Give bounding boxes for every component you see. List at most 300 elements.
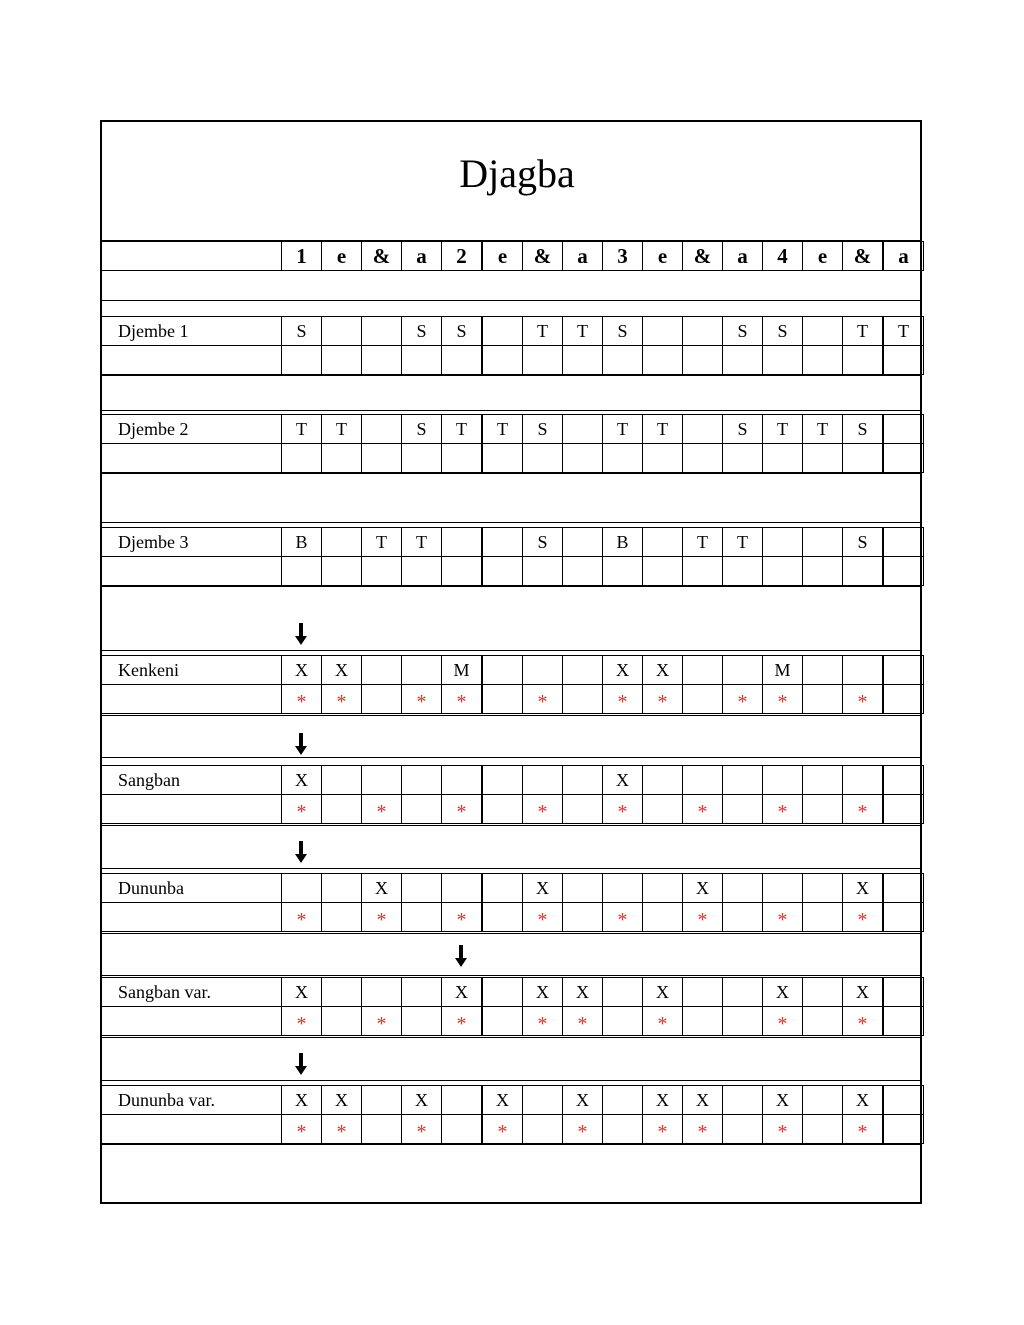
hit-cell: X [562, 1085, 603, 1115]
hit-cell [361, 414, 402, 444]
accent-cell: * [682, 1114, 723, 1144]
hit-cell: X [441, 977, 482, 1007]
hit-cell [602, 873, 643, 903]
accent-cell [441, 556, 482, 586]
accent-cell: * [281, 794, 322, 824]
hit-cell: T [842, 316, 883, 346]
hit-cell [722, 873, 763, 903]
accent-cell [321, 794, 362, 824]
accent-cell [602, 1006, 643, 1036]
hit-cell: X [281, 765, 322, 795]
instrument-label-sub [100, 794, 282, 824]
accent-cell [321, 1006, 362, 1036]
hit-cell [562, 655, 603, 685]
accent-cell [361, 443, 402, 473]
accent-cell [441, 443, 482, 473]
accent-cell: * [762, 1006, 803, 1036]
accent-cell [482, 902, 523, 932]
instrument-label-sub [100, 556, 282, 586]
accent-cell [682, 443, 723, 473]
accent-cell: * [842, 902, 883, 932]
hit-cell [482, 765, 523, 795]
accent-cell [722, 1114, 763, 1144]
hit-cell [762, 873, 803, 903]
accent-cell: * [361, 902, 402, 932]
accent-cell [401, 794, 442, 824]
hit-cell [562, 414, 603, 444]
hit-cell [401, 873, 442, 903]
accent-cell: * [682, 902, 723, 932]
row-divider [100, 975, 922, 976]
accent-cell: * [522, 902, 563, 932]
row-divider [100, 715, 922, 716]
hit-cell: S [401, 414, 442, 444]
accent-cell: * [441, 1006, 482, 1036]
accent-cell [482, 443, 523, 473]
hit-cell [482, 873, 523, 903]
row-divider [100, 375, 922, 376]
row-divider [100, 868, 922, 869]
accent-cell [321, 345, 362, 375]
accent-cell: * [762, 684, 803, 714]
accent-cell: * [842, 1114, 883, 1144]
accent-cell [722, 443, 763, 473]
hit-cell: T [321, 414, 362, 444]
accent-cell: * [441, 794, 482, 824]
hit-cell: X [642, 1085, 683, 1115]
instrument-label: Djembe 2 [100, 414, 282, 444]
hit-cell [722, 977, 763, 1007]
hit-cell: X [762, 1085, 803, 1115]
beat-label: a [562, 241, 603, 271]
accent-cell [642, 443, 683, 473]
hit-cell [321, 765, 362, 795]
hit-cell [682, 977, 723, 1007]
hit-cell [722, 765, 763, 795]
row-divider [100, 825, 922, 826]
hit-cell: X [281, 1085, 322, 1115]
accent-cell [682, 684, 723, 714]
hit-cell: T [762, 414, 803, 444]
hit-cell [802, 977, 843, 1007]
hit-cell [842, 765, 883, 795]
hit-cell: T [522, 316, 563, 346]
accent-cell: * [762, 794, 803, 824]
hit-cell: X [482, 1085, 523, 1115]
instrument-label-sub [100, 1114, 282, 1144]
hit-cell [482, 655, 523, 685]
hit-cell: T [682, 527, 723, 557]
hit-cell [321, 873, 362, 903]
hit-cell: X [682, 1085, 723, 1115]
arrow-down-icon [454, 945, 468, 967]
hit-cell [401, 977, 442, 1007]
row-divider [100, 757, 922, 758]
hit-cell: S [722, 414, 763, 444]
hit-cell [522, 1085, 563, 1115]
hit-cell: X [281, 977, 322, 1007]
accent-cell: * [602, 684, 643, 714]
hit-cell: X [321, 1085, 362, 1115]
hit-cell [762, 527, 803, 557]
accent-cell [522, 345, 563, 375]
hit-cell [321, 527, 362, 557]
accent-cell [682, 345, 723, 375]
hit-cell: X [281, 655, 322, 685]
row-divider [100, 522, 922, 523]
instrument-label: Dununba var. [100, 1085, 282, 1115]
accent-cell [883, 556, 924, 586]
accent-cell [883, 794, 924, 824]
hit-cell [722, 655, 763, 685]
accent-cell [802, 1114, 843, 1144]
hit-cell: X [602, 765, 643, 795]
accent-cell [482, 1006, 523, 1036]
hit-cell [401, 765, 442, 795]
accent-cell: * [562, 1114, 603, 1144]
hit-cell [762, 765, 803, 795]
hit-cell [883, 873, 924, 903]
accent-cell [441, 345, 482, 375]
accent-cell: * [361, 1006, 402, 1036]
hit-cell [802, 527, 843, 557]
accent-cell [722, 902, 763, 932]
accent-cell: * [441, 684, 482, 714]
accent-cell [642, 345, 683, 375]
hit-cell: T [361, 527, 402, 557]
row-divider [100, 586, 922, 587]
beat-label: & [361, 241, 402, 271]
accent-cell [401, 345, 442, 375]
hit-cell: T [281, 414, 322, 444]
hit-cell: S [762, 316, 803, 346]
accent-cell [802, 1006, 843, 1036]
accent-cell [482, 794, 523, 824]
accent-cell [802, 345, 843, 375]
accent-cell: * [321, 684, 362, 714]
accent-cell [482, 556, 523, 586]
accent-cell [802, 443, 843, 473]
hit-cell: B [602, 527, 643, 557]
hit-cell [361, 1085, 402, 1115]
accent-cell: * [401, 1114, 442, 1144]
page-title: Djagba [459, 151, 575, 196]
hit-cell [562, 873, 603, 903]
beat-label: 3 [602, 241, 643, 271]
hit-cell [802, 1085, 843, 1115]
accent-cell: * [842, 684, 883, 714]
hit-cell [802, 765, 843, 795]
accent-cell [562, 443, 603, 473]
hit-cell: X [361, 873, 402, 903]
hit-cell: T [802, 414, 843, 444]
hit-cell: S [722, 316, 763, 346]
row-divider [100, 1037, 922, 1038]
hit-cell [802, 873, 843, 903]
hit-cell: X [842, 1085, 883, 1115]
accent-cell [602, 556, 643, 586]
accent-cell [802, 556, 843, 586]
hit-cell [802, 316, 843, 346]
accent-cell: * [281, 684, 322, 714]
accent-cell [281, 345, 322, 375]
accent-cell [522, 443, 563, 473]
hit-cell: X [842, 873, 883, 903]
accent-cell: * [482, 1114, 523, 1144]
accent-cell [883, 902, 924, 932]
hit-cell [883, 655, 924, 685]
instrument-label-sub [100, 902, 282, 932]
accent-cell: * [522, 794, 563, 824]
hit-cell [642, 527, 683, 557]
hit-cell: X [321, 655, 362, 685]
hit-cell: T [722, 527, 763, 557]
hit-cell [602, 1085, 643, 1115]
accent-cell [562, 556, 603, 586]
hit-cell [682, 765, 723, 795]
accent-cell [602, 1114, 643, 1144]
accent-cell [883, 684, 924, 714]
beat-label: 2 [441, 241, 482, 271]
accent-cell [562, 902, 603, 932]
accent-cell: * [762, 1114, 803, 1144]
arrow-down-icon [294, 841, 308, 863]
hit-cell: B [281, 527, 322, 557]
hit-cell [361, 316, 402, 346]
hit-cell [883, 414, 924, 444]
accent-cell [401, 443, 442, 473]
hit-cell: T [441, 414, 482, 444]
beat-label: e [482, 241, 523, 271]
hit-cell [401, 655, 442, 685]
beat-label: & [842, 241, 883, 271]
accent-cell [762, 556, 803, 586]
instrument-label: Sangban var. [100, 977, 282, 1007]
hit-cell [482, 316, 523, 346]
accent-cell [883, 443, 924, 473]
arrow-down-icon [294, 733, 308, 755]
hit-cell: M [441, 655, 482, 685]
beat-label: 1 [281, 241, 322, 271]
row-divider [100, 933, 922, 934]
accent-cell [842, 556, 883, 586]
accent-cell [401, 1006, 442, 1036]
accent-cell: * [361, 794, 402, 824]
accent-cell [361, 684, 402, 714]
hit-cell [361, 765, 402, 795]
hit-cell [682, 655, 723, 685]
hit-cell: S [441, 316, 482, 346]
instrument-label: Djembe 3 [100, 527, 282, 557]
hit-cell: T [642, 414, 683, 444]
accent-cell: * [842, 1006, 883, 1036]
accent-cell [802, 902, 843, 932]
accent-cell [361, 1114, 402, 1144]
accent-cell [361, 556, 402, 586]
accent-cell: * [441, 902, 482, 932]
hit-cell: T [482, 414, 523, 444]
instrument-label: Kenkeni [100, 655, 282, 685]
accent-cell [722, 345, 763, 375]
row-divider [100, 410, 922, 411]
beat-label: e [802, 241, 843, 271]
hit-cell [883, 977, 924, 1007]
accent-cell: * [522, 1006, 563, 1036]
hit-cell [321, 316, 362, 346]
accent-cell: * [722, 684, 763, 714]
accent-cell [321, 902, 362, 932]
hit-cell [441, 527, 482, 557]
hit-cell: S [602, 316, 643, 346]
accent-cell [883, 345, 924, 375]
instrument-label: Djembe 1 [100, 316, 282, 346]
hit-cell [883, 1085, 924, 1115]
accent-cell [281, 556, 322, 586]
hit-cell [722, 1085, 763, 1115]
arrow-down-icon [294, 623, 308, 645]
row-divider [100, 473, 922, 474]
accent-cell [522, 556, 563, 586]
hit-cell [281, 873, 322, 903]
accent-cell [762, 345, 803, 375]
accent-cell: * [281, 902, 322, 932]
beat-label: 4 [762, 241, 803, 271]
hit-cell: X [682, 873, 723, 903]
accent-cell [682, 1006, 723, 1036]
accent-cell [602, 345, 643, 375]
hit-cell: X [602, 655, 643, 685]
accent-cell: * [562, 1006, 603, 1036]
hit-cell [842, 655, 883, 685]
accent-cell [802, 684, 843, 714]
accent-cell: * [642, 684, 683, 714]
hit-cell [562, 765, 603, 795]
accent-cell: * [522, 684, 563, 714]
beat-label: & [682, 241, 723, 271]
accent-cell [682, 556, 723, 586]
instrument-label-sub [100, 443, 282, 473]
beat-label: e [642, 241, 683, 271]
accent-cell [482, 345, 523, 375]
hit-cell [883, 527, 924, 557]
beat-label: & [522, 241, 563, 271]
row-divider [100, 300, 922, 301]
hit-cell [642, 316, 683, 346]
hit-cell [642, 765, 683, 795]
accent-cell [642, 902, 683, 932]
row-divider [100, 1144, 922, 1145]
accent-cell [281, 443, 322, 473]
accent-cell [722, 1006, 763, 1036]
hit-cell: X [642, 977, 683, 1007]
beat-label: a [401, 241, 442, 271]
hit-cell: T [883, 316, 924, 346]
accent-cell [321, 556, 362, 586]
beat-label: a [722, 241, 763, 271]
hit-cell [361, 655, 402, 685]
accent-cell [722, 556, 763, 586]
accent-cell [441, 1114, 482, 1144]
hit-cell [602, 977, 643, 1007]
accent-cell [842, 443, 883, 473]
hit-cell: S [842, 527, 883, 557]
accent-cell [602, 443, 643, 473]
hit-cell: X [401, 1085, 442, 1115]
arrow-down-icon [294, 1053, 308, 1075]
instrument-label: Sangban [100, 765, 282, 795]
instrument-label-sub [100, 345, 282, 375]
accent-cell: * [602, 794, 643, 824]
row-divider [100, 650, 922, 651]
hit-cell: X [842, 977, 883, 1007]
accent-cell [642, 794, 683, 824]
beat-label: e [321, 241, 362, 271]
instrument-label-sub [100, 1006, 282, 1036]
hit-cell: X [522, 873, 563, 903]
accent-cell [522, 1114, 563, 1144]
accent-cell: * [762, 902, 803, 932]
accent-cell [562, 345, 603, 375]
instrument-label: Dununba [100, 873, 282, 903]
hit-cell: T [562, 316, 603, 346]
hit-cell: T [602, 414, 643, 444]
hit-cell [441, 765, 482, 795]
beat-label: a [883, 241, 924, 271]
accent-cell [762, 443, 803, 473]
accent-cell: * [642, 1114, 683, 1144]
hit-cell [321, 977, 362, 1007]
hit-cell: M [762, 655, 803, 685]
accent-cell [842, 345, 883, 375]
hit-cell [441, 1085, 482, 1115]
accent-cell: * [602, 902, 643, 932]
hit-cell: S [522, 527, 563, 557]
accent-cell [562, 684, 603, 714]
hit-cell: X [522, 977, 563, 1007]
hit-cell: S [522, 414, 563, 444]
hit-cell: T [401, 527, 442, 557]
hit-cell [522, 765, 563, 795]
accent-cell [361, 345, 402, 375]
accent-cell [883, 1114, 924, 1144]
instrument-label-sub [100, 684, 282, 714]
accent-cell [883, 1006, 924, 1036]
accent-cell [722, 794, 763, 824]
accent-cell [802, 794, 843, 824]
hit-cell [482, 977, 523, 1007]
accent-cell: * [401, 684, 442, 714]
hit-cell [361, 977, 402, 1007]
accent-cell [562, 794, 603, 824]
hit-cell: X [642, 655, 683, 685]
hit-cell [522, 655, 563, 685]
accent-cell: * [321, 1114, 362, 1144]
accent-cell: * [642, 1006, 683, 1036]
hit-cell [441, 873, 482, 903]
accent-cell: * [682, 794, 723, 824]
accent-cell: * [281, 1006, 322, 1036]
hit-cell [562, 527, 603, 557]
hit-cell [682, 316, 723, 346]
hit-cell: X [762, 977, 803, 1007]
hit-cell: X [562, 977, 603, 1007]
accent-cell: * [842, 794, 883, 824]
hit-cell [642, 873, 683, 903]
hit-cell [682, 414, 723, 444]
accent-cell [321, 443, 362, 473]
hit-cell: S [401, 316, 442, 346]
accent-cell [401, 556, 442, 586]
